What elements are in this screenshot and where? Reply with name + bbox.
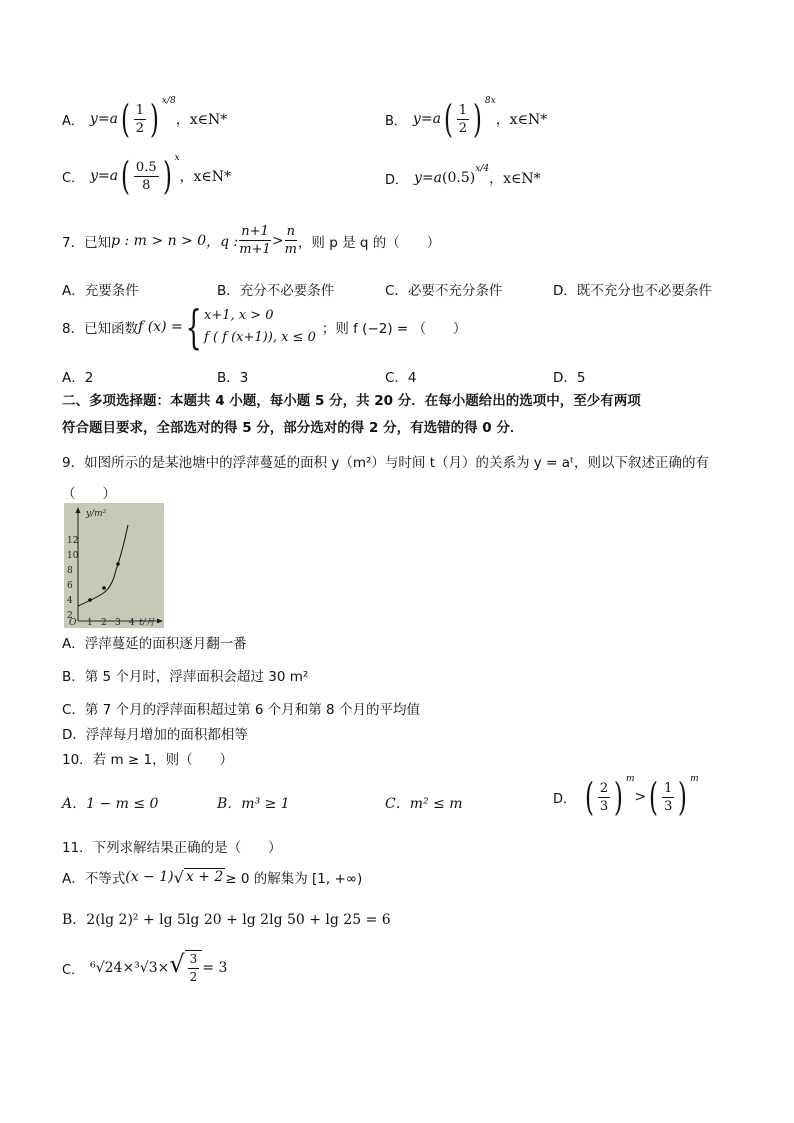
data-point: [88, 598, 92, 602]
x-tick-label: 4: [129, 618, 135, 628]
x-tick-label: 1: [87, 618, 93, 628]
q11-option-a[interactable]: A．不等式 (x − 1) √ x + 2 ≥ 0 的解集为 [1, +∞): [62, 867, 363, 887]
option-label: A．: [62, 113, 84, 129]
section-heading-line1: 二、多项选择题：本题共 4 小题，每小题 5 分，共 20 分．在每小题给出的选项中，至少有两项: [62, 393, 641, 409]
y-tick-label: 10: [67, 551, 79, 561]
section-heading-line2: 符合题目要求，全部选对的得 5 分，部分选对的得 2 分，有选错的得 0 分．: [62, 420, 524, 436]
q9-answer-paren: （ ）: [62, 486, 116, 502]
y-tick-label: 4: [67, 596, 73, 606]
q9-option-d[interactable]: D．浮萍每月增加的面积都相等: [62, 727, 248, 743]
fraction-power: ( $\frac{1}{2}$ ) 8x: [443, 96, 496, 141]
q7-option-b[interactable]: B．充分不必要条件: [217, 283, 335, 299]
q7-option-c[interactable]: C．必要不充分条件: [385, 283, 503, 299]
q9-option-a[interactable]: A．浮萍蔓延的面积逐月翻一番: [62, 636, 247, 652]
piecewise-cases: x+1, x > 0 f ( f (x+1)), x ≤ 0: [204, 308, 316, 345]
fraction-power: ( $\frac{1}{2}$ ) x/8: [120, 96, 176, 141]
q11-stem: 11．下列求解结果正确的是（ ）: [62, 840, 282, 856]
q7-stem: 7．已知 p : m > n > 0 ，q : $\frac{n+1}{m+1}$ > $\frac{n}{m}$ ，则 p 是 q 的（ ）: [62, 224, 441, 257]
q8-stem: 8．已知函数 f (x) = { x+1, x > 0 f ( f (x+1)), x ≤ 0 ；则 f (−2) = （ ）: [62, 300, 467, 354]
square-root-fraction: √ $\frac{3}{2}$: [169, 950, 202, 986]
y-ticks: [67, 536, 79, 621]
q10-option-b[interactable]: B．m³ ≥ 1: [217, 796, 290, 812]
data-point: [102, 586, 106, 590]
q8-option-b[interactable]: B．3: [217, 370, 249, 386]
q9-option-c[interactable]: C．第 7 个月的浮萍面积超过第 6 个月和第 8 个月的平均值: [62, 702, 420, 718]
y-tick-label: 6: [67, 581, 73, 591]
growth-graph-figure: [64, 503, 164, 628]
square-root: √ x + 2: [173, 867, 224, 887]
q8-option-d[interactable]: D．5: [553, 370, 586, 386]
q10-option-d[interactable]: D． ( $\frac{2}{3}$ ) m > ( $\frac{1}{3}$ ) m: [553, 774, 699, 819]
q9-stem: 9．如图所示的是某池塘中的浮萍蔓延的面积 y（m²）与时间 t（月）的关系为 y = aᵗ，则以下叙述正确的有: [62, 455, 709, 471]
option-label: C．: [62, 170, 85, 186]
x-ticks: [87, 618, 135, 628]
x-axis-label: t/月: [139, 618, 155, 628]
q7-option-a[interactable]: A．充要条件: [62, 283, 139, 299]
q6-option-b[interactable]: B． y = a ( $\frac{1}{2}$ ) 8x ，x∈N*: [385, 96, 548, 141]
x-axis-arrow: [157, 619, 163, 624]
q10-option-a[interactable]: A．1 − m ≤ 0: [62, 796, 159, 812]
q6-option-a[interactable]: A． y = a ( $\frac{1}{2}$ ) x/8 ，x∈N*: [62, 96, 228, 141]
data-point: [116, 562, 120, 566]
growth-curve: [78, 525, 128, 606]
y-axis-label: y/m²: [86, 509, 107, 519]
q11-option-b[interactable]: B．2(lg 2)² + lg 5lg 20 + lg 2lg 50 + lg 25 = 6: [62, 912, 391, 928]
q11-option-c[interactable]: C． ⁶√24 × ³√3 × √ $\frac{3}{2}$ = 3: [62, 950, 228, 984]
origin-label: O: [69, 618, 77, 628]
x-tick-label: 3: [115, 618, 121, 628]
option-label: D．: [385, 172, 409, 188]
option-label: B．: [385, 113, 407, 129]
y-tick-label: 2: [67, 611, 73, 621]
q6-option-c[interactable]: C． y = a ( $\frac{0.5}{8}$ ) x ，x∈N*: [62, 153, 232, 198]
fraction-power: ( $\frac{0.5}{8}$ ) x: [121, 153, 180, 198]
growth-graph-svg: [64, 503, 164, 628]
q10-option-c[interactable]: C．m² ≤ m: [385, 796, 463, 812]
x-tick-label: 2: [101, 618, 107, 628]
q8-option-c[interactable]: C．4: [385, 370, 417, 386]
y-axis-arrow: [76, 507, 81, 513]
q6-option-d[interactable]: D． y = a (0.5) x/4 ，x∈N*: [385, 164, 541, 188]
q8-option-a[interactable]: A．2: [62, 370, 94, 386]
q7-option-d[interactable]: D．既不充分也不必要条件: [553, 283, 712, 299]
y-tick-label: 12: [67, 536, 79, 546]
q10-stem: 10．若 m ≥ 1，则（ ）: [62, 752, 234, 768]
y-tick-label: 8: [67, 566, 73, 576]
q9-option-b[interactable]: B．第 5 个月时，浮萍面积会超过 30 m²: [62, 669, 309, 685]
